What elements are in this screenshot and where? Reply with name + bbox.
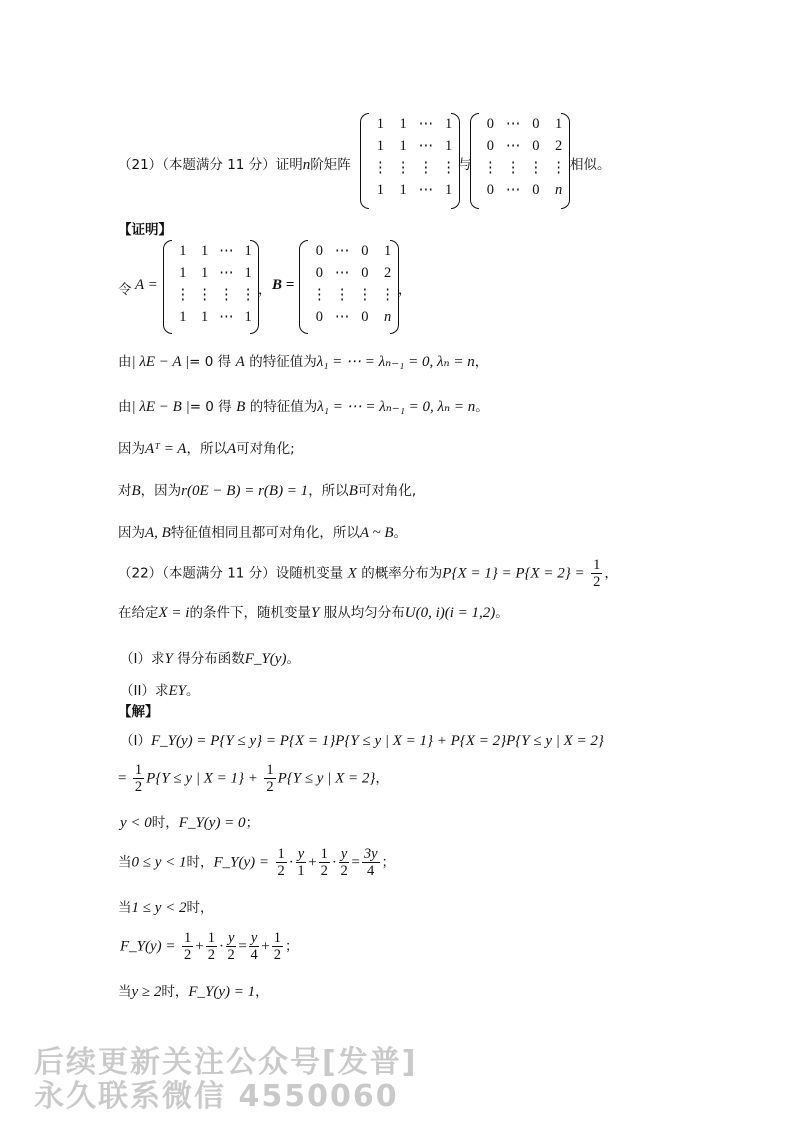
bracket-left bbox=[470, 113, 479, 209]
s2-end: ， bbox=[375, 770, 389, 787]
sym-expr: Aᵀ = A bbox=[145, 441, 187, 457]
frac-den: 2 bbox=[320, 863, 328, 879]
eig-a-det: | λE − A | bbox=[131, 354, 190, 370]
frac-den: 2 bbox=[340, 863, 348, 879]
eig-b-det: | λE − B | bbox=[131, 399, 190, 415]
concl-text: 特征值相同且都可对角化，所以 bbox=[170, 525, 360, 541]
c5-line bbox=[118, 980, 269, 1001]
matrix-row bbox=[369, 179, 460, 201]
matrix-cell: 1 bbox=[376, 138, 384, 154]
frac-den: 2 bbox=[227, 947, 235, 963]
eig-b-mid: = 0 得 bbox=[189, 399, 232, 415]
frac-den: 1 bbox=[297, 863, 305, 879]
frac-num: 1 bbox=[183, 930, 192, 946]
matrix-cell: ⋮ bbox=[380, 287, 395, 303]
matrix-row bbox=[308, 306, 399, 328]
bracket-left bbox=[360, 113, 369, 209]
eq-op: = bbox=[238, 938, 247, 955]
frac-num: 1 bbox=[266, 762, 274, 778]
matrix-cell: ⋯ bbox=[505, 138, 521, 154]
part2-end: 。 bbox=[185, 683, 200, 699]
c2-frac-c bbox=[319, 846, 330, 879]
frac-num: 1 bbox=[134, 762, 143, 778]
q21-n: n bbox=[302, 157, 311, 173]
plus-op: + bbox=[195, 938, 204, 955]
matrix-cell: 1 bbox=[244, 243, 252, 259]
c3-text: 时， bbox=[186, 900, 214, 916]
matrix-a-table bbox=[369, 113, 460, 201]
matrix-cell: ⋯ bbox=[418, 138, 434, 154]
matrix-row bbox=[172, 240, 259, 262]
matrix-cell: 1 bbox=[179, 309, 187, 325]
eig-b-text: 的特征值为 bbox=[249, 399, 318, 415]
matrix-cell: 0 bbox=[361, 309, 369, 325]
matrix-cell: ⋮ bbox=[418, 160, 434, 176]
c4-line bbox=[120, 930, 299, 963]
q22-prob: P{X = 1} = P{X = 2} = bbox=[442, 565, 585, 582]
matrix-cell: 1 bbox=[399, 182, 407, 198]
q21-matrix-a bbox=[360, 113, 460, 209]
matrix-cell: ⋯ bbox=[505, 182, 521, 198]
b-diag-line bbox=[118, 479, 416, 500]
s2-frac2 bbox=[264, 762, 275, 795]
matrix-row bbox=[172, 306, 259, 328]
matrix-row bbox=[308, 240, 399, 262]
matrix-cell: ⋮ bbox=[373, 160, 388, 176]
q22-lead: （22）（本题满分 11 分）设随机变量 bbox=[118, 565, 344, 582]
eig-b-sym: B bbox=[236, 399, 246, 415]
matrix-cell: 1 bbox=[179, 243, 187, 259]
c4-frac-e bbox=[272, 930, 283, 963]
concl-ab: A, B bbox=[145, 525, 171, 541]
bracket-right bbox=[561, 113, 570, 209]
eig-b-pre: 由 bbox=[118, 399, 132, 415]
bracket-left bbox=[299, 240, 308, 334]
s1-label: （I） bbox=[120, 733, 151, 749]
q22-line2-y: Y bbox=[310, 605, 320, 621]
eig-a-pre: 由 bbox=[118, 354, 132, 370]
sym-pre: 因为 bbox=[118, 441, 145, 457]
matrix-cell: ⋯ bbox=[219, 309, 234, 325]
concl-line bbox=[118, 521, 407, 542]
c4-f: F_Y(y) = bbox=[120, 938, 176, 955]
eig-b-end: 。 bbox=[475, 399, 489, 415]
sym-text: ，所以 bbox=[186, 441, 227, 457]
frac-num: 1 bbox=[277, 846, 285, 862]
part1-end: 。 bbox=[286, 651, 300, 667]
b-text: ，因为 bbox=[140, 483, 182, 499]
part1-label: （I）求 bbox=[120, 651, 165, 667]
c1-end: ； bbox=[245, 815, 260, 831]
matrix-cell: 1 bbox=[384, 243, 392, 259]
frac-den: 4 bbox=[367, 863, 375, 879]
sym-line bbox=[118, 437, 295, 458]
q22-half bbox=[591, 557, 602, 590]
matrix-cell: 1 bbox=[445, 138, 453, 154]
matrix-cell: ⋮ bbox=[528, 160, 544, 176]
b-eq: B = bbox=[272, 277, 295, 293]
solution-header: 【解】 bbox=[118, 704, 159, 720]
matrix-cell: 1 bbox=[179, 265, 187, 281]
concl-pre: 因为 bbox=[118, 525, 145, 541]
matrix-cell: 2 bbox=[555, 138, 563, 154]
frac-den: 2 bbox=[273, 947, 282, 963]
eig-b-vals: λ₁ = ⋯ = λₙ₋₁ = 0, λₙ = n bbox=[317, 399, 476, 415]
matrix-cell: ⋯ bbox=[418, 182, 434, 198]
c4-frac-d bbox=[249, 930, 259, 963]
matrix-cell: ⋯ bbox=[219, 243, 234, 259]
part1-text: 得分布函数 bbox=[177, 651, 245, 667]
plus-op: + bbox=[308, 854, 317, 871]
frac-den: 2 bbox=[183, 947, 192, 963]
q21-line bbox=[118, 153, 351, 174]
matrix-cell: ⋯ bbox=[505, 116, 521, 132]
matrix-cell: 0 bbox=[486, 182, 494, 198]
s2-t1: P{Y ≤ y | X = 1} + bbox=[146, 770, 258, 787]
q21-conj: 与 bbox=[458, 157, 472, 173]
q21-mid: 阶矩阵 bbox=[310, 157, 351, 173]
c5-f: F_Y(y) = 1 bbox=[188, 984, 256, 1000]
q22-line2-end: 。 bbox=[495, 605, 509, 621]
matrix-row bbox=[369, 113, 460, 135]
c4-frac-b bbox=[206, 930, 217, 963]
proof-matrix-b bbox=[299, 240, 399, 334]
c3-line bbox=[118, 896, 214, 917]
c4-end: ； bbox=[285, 938, 299, 955]
sym-end: 可对角化; bbox=[236, 441, 295, 457]
part1-y: Y bbox=[164, 651, 173, 667]
matrix-cell: 1 bbox=[201, 265, 209, 281]
eig-a-line bbox=[118, 350, 488, 371]
sym-a: A bbox=[226, 441, 237, 457]
c2-frac-a bbox=[276, 846, 287, 879]
matrix-cell: 1 bbox=[201, 243, 209, 259]
dot-op: · bbox=[218, 938, 224, 955]
matrix-cell: ⋮ bbox=[334, 287, 350, 303]
frac-den: 2 bbox=[207, 947, 215, 963]
frac-num: 3y bbox=[363, 846, 378, 862]
matrix-cell: ⋮ bbox=[175, 287, 191, 303]
s2-frac1 bbox=[133, 762, 144, 795]
frac-num: 1 bbox=[320, 846, 328, 862]
frac-num: y bbox=[340, 846, 348, 862]
matrix-cell: 1 bbox=[376, 116, 384, 132]
dot-op: · bbox=[331, 854, 337, 871]
c3-cond: 1 ≤ y < 2 bbox=[131, 900, 187, 916]
part2-label: （II）求 bbox=[120, 683, 169, 699]
s2-line bbox=[118, 762, 389, 795]
frac-num: 1 bbox=[593, 557, 601, 573]
matrix-cell: 1 bbox=[399, 138, 407, 154]
matrix-cell: 0 bbox=[315, 265, 323, 281]
matrix-cell: ⋮ bbox=[197, 287, 212, 303]
frac-den: 4 bbox=[250, 947, 258, 963]
eig-a-end: ， bbox=[474, 354, 489, 370]
q22-line2-text2: 服从均匀分布 bbox=[323, 605, 405, 621]
matrix-row bbox=[172, 262, 259, 284]
matrix-cell: ⋮ bbox=[395, 160, 411, 176]
q22-x: X bbox=[347, 565, 357, 582]
matrix-cell: 0 bbox=[361, 243, 369, 259]
c1-expr: y < 0 bbox=[120, 815, 152, 831]
eig-a-text: 的特征值为 bbox=[249, 354, 317, 370]
frac-num: 1 bbox=[207, 930, 215, 946]
matrix-cell: ⋯ bbox=[219, 265, 234, 281]
c2-f: F_Y(y) = bbox=[213, 854, 270, 871]
matrix-cell: 1 bbox=[445, 116, 453, 132]
c2-frac-e bbox=[362, 846, 380, 879]
matrix-cell: ⋯ bbox=[334, 309, 350, 325]
q22-end1: ， bbox=[604, 565, 618, 582]
matrix-cell: 1 bbox=[201, 309, 209, 325]
s1-line bbox=[120, 729, 604, 750]
matrix-row bbox=[369, 157, 460, 179]
frac-num: 1 bbox=[273, 930, 282, 946]
matrix-cell: 1 bbox=[244, 309, 252, 325]
matrix-cell: ⋯ bbox=[418, 116, 434, 132]
matrix-cell: ⋯ bbox=[334, 265, 350, 281]
c5-end: ， bbox=[255, 984, 269, 1000]
c5-text: 时， bbox=[161, 984, 189, 1000]
matrix-cell: 2 bbox=[384, 265, 392, 281]
c2-line bbox=[118, 846, 395, 879]
matrix-cell: 0 bbox=[532, 182, 540, 198]
dot-op: · bbox=[288, 854, 294, 871]
matrix-cell: ⋮ bbox=[219, 287, 234, 303]
matrix-cell: 0 bbox=[532, 138, 540, 154]
let-prefix: 令 bbox=[118, 282, 132, 298]
b-sym: B bbox=[131, 483, 141, 499]
frac-num: y bbox=[297, 846, 305, 862]
matrix-cell: ⋮ bbox=[312, 287, 327, 303]
matrix-cell: 0 bbox=[486, 116, 494, 132]
matrix-cell: 1 bbox=[555, 116, 563, 132]
c2-cond: 0 ≤ y < 1 bbox=[131, 854, 187, 871]
frac-den: 2 bbox=[266, 779, 274, 795]
b-expr: r(0E − B) = r(B) = 1 bbox=[181, 483, 309, 499]
c3-pre: 当 bbox=[118, 900, 132, 916]
s2-t2: P{Y ≤ y | X = 2} bbox=[277, 770, 376, 787]
b-sym2: B bbox=[348, 483, 358, 499]
b-end-comma: ， bbox=[398, 282, 412, 298]
watermark-line1: 后续更新关注公众号[发普] bbox=[34, 1045, 418, 1080]
matrix-row bbox=[308, 262, 399, 284]
c5-pre: 当 bbox=[118, 984, 132, 1000]
eig-a-mid: = 0 得 bbox=[189, 354, 232, 370]
matrix-cell: 0 bbox=[315, 243, 323, 259]
q22-line2-cond: X = i bbox=[158, 605, 190, 621]
c4-frac-a bbox=[182, 930, 193, 963]
matrix-row bbox=[479, 135, 570, 157]
matrix-cell: 0 bbox=[315, 309, 323, 325]
c1-line bbox=[120, 811, 259, 832]
matrix-cell: ⋮ bbox=[357, 287, 373, 303]
eig-a-sym: A bbox=[235, 354, 245, 370]
q22-line2-text: 的条件下，随机变量 bbox=[189, 605, 311, 621]
c2-frac-d bbox=[339, 846, 349, 879]
c2-pre: 当 bbox=[118, 854, 132, 871]
bracket-left bbox=[163, 240, 172, 334]
eig-a-vals: λ₁ = ⋯ = λₙ₋₁ = 0, λₙ = n bbox=[316, 354, 475, 370]
q22-line2 bbox=[118, 601, 509, 622]
watermark-line2: 永久联系微信 4550060 bbox=[34, 1079, 399, 1114]
concl-expr: A ~ B bbox=[359, 525, 394, 541]
matrix-cell: n bbox=[555, 182, 563, 198]
matrix-cell: 0 bbox=[361, 265, 369, 281]
matrix-cell: 0 bbox=[532, 116, 540, 132]
matrix-cell: ⋮ bbox=[240, 287, 256, 303]
matrix-row bbox=[308, 284, 399, 306]
q21-tail: 相似。 bbox=[570, 157, 611, 173]
s1-expr: F_Y(y) = P{Y ≤ y} = P{X = 1}P{Y ≤ y | X = 1} + P{X = 2}P{Y ≤ y | X = 2} bbox=[150, 733, 604, 749]
matrix-cell: 1 bbox=[244, 265, 252, 281]
matrix-b-table bbox=[479, 113, 570, 201]
c2-end: ； bbox=[381, 854, 395, 871]
frac-den: 2 bbox=[593, 574, 601, 590]
frac-den: 2 bbox=[134, 779, 143, 795]
proof-header: 【证明】 bbox=[118, 222, 172, 238]
proof-matrix-a-table bbox=[172, 240, 259, 328]
c2-frac-b bbox=[296, 846, 306, 879]
matrix-cell: 1 bbox=[445, 182, 453, 198]
matrix-cell: 1 bbox=[376, 182, 384, 198]
concl-end: 。 bbox=[393, 525, 407, 541]
eq-op: = bbox=[351, 854, 360, 871]
matrix-cell: n bbox=[384, 309, 392, 325]
q21-matrix-b bbox=[470, 113, 570, 209]
matrix-row bbox=[479, 157, 570, 179]
plus-op: + bbox=[261, 938, 270, 955]
q22-text1: 的概率分布为 bbox=[361, 565, 443, 582]
proof-matrix-a bbox=[163, 240, 259, 334]
proof-matrix-b-table bbox=[308, 240, 399, 328]
q22-part2 bbox=[120, 679, 199, 700]
b-text2: ，所以 bbox=[308, 483, 349, 499]
q22-line2-pre: 在给定 bbox=[118, 605, 159, 621]
part2-ey: EY bbox=[168, 683, 186, 699]
frac-den: 2 bbox=[277, 863, 285, 879]
c4-frac-c bbox=[226, 930, 236, 963]
eig-b-line bbox=[118, 395, 489, 416]
matrix-cell: ⋮ bbox=[483, 160, 498, 176]
q22-line1 bbox=[118, 557, 618, 590]
matrix-cell: ⋯ bbox=[334, 243, 350, 259]
ab-comma: ， bbox=[258, 282, 272, 298]
a-eq: A = bbox=[135, 277, 158, 293]
b-pre: 对 bbox=[118, 483, 132, 499]
frac-num: y bbox=[227, 930, 235, 946]
s2-eq: = bbox=[118, 770, 127, 787]
part1-f: F_Y(y) bbox=[244, 651, 287, 667]
matrix-cell: ⋮ bbox=[505, 160, 521, 176]
c5-cond: y ≥ 2 bbox=[131, 984, 162, 1000]
c1-text: 时， bbox=[151, 815, 179, 831]
c2-text: 时， bbox=[186, 854, 214, 871]
q21-lead: （21）（本题满分 11 分）证明 bbox=[118, 157, 303, 173]
matrix-cell: 1 bbox=[399, 116, 407, 132]
q22-line2-u: U(0, i)(i = 1,2) bbox=[404, 605, 496, 621]
matrix-row bbox=[172, 284, 259, 306]
matrix-cell: ⋮ bbox=[551, 160, 566, 176]
matrix-cell: 0 bbox=[486, 138, 494, 154]
b-end: 可对角化, bbox=[357, 483, 417, 499]
matrix-row bbox=[479, 113, 570, 135]
matrix-cell: ⋮ bbox=[441, 160, 456, 176]
c1-f: F_Y(y) = 0 bbox=[178, 815, 246, 831]
matrix-row bbox=[369, 135, 460, 157]
frac-num: y bbox=[250, 930, 258, 946]
matrix-row bbox=[479, 179, 570, 201]
q22-part1 bbox=[120, 647, 300, 668]
